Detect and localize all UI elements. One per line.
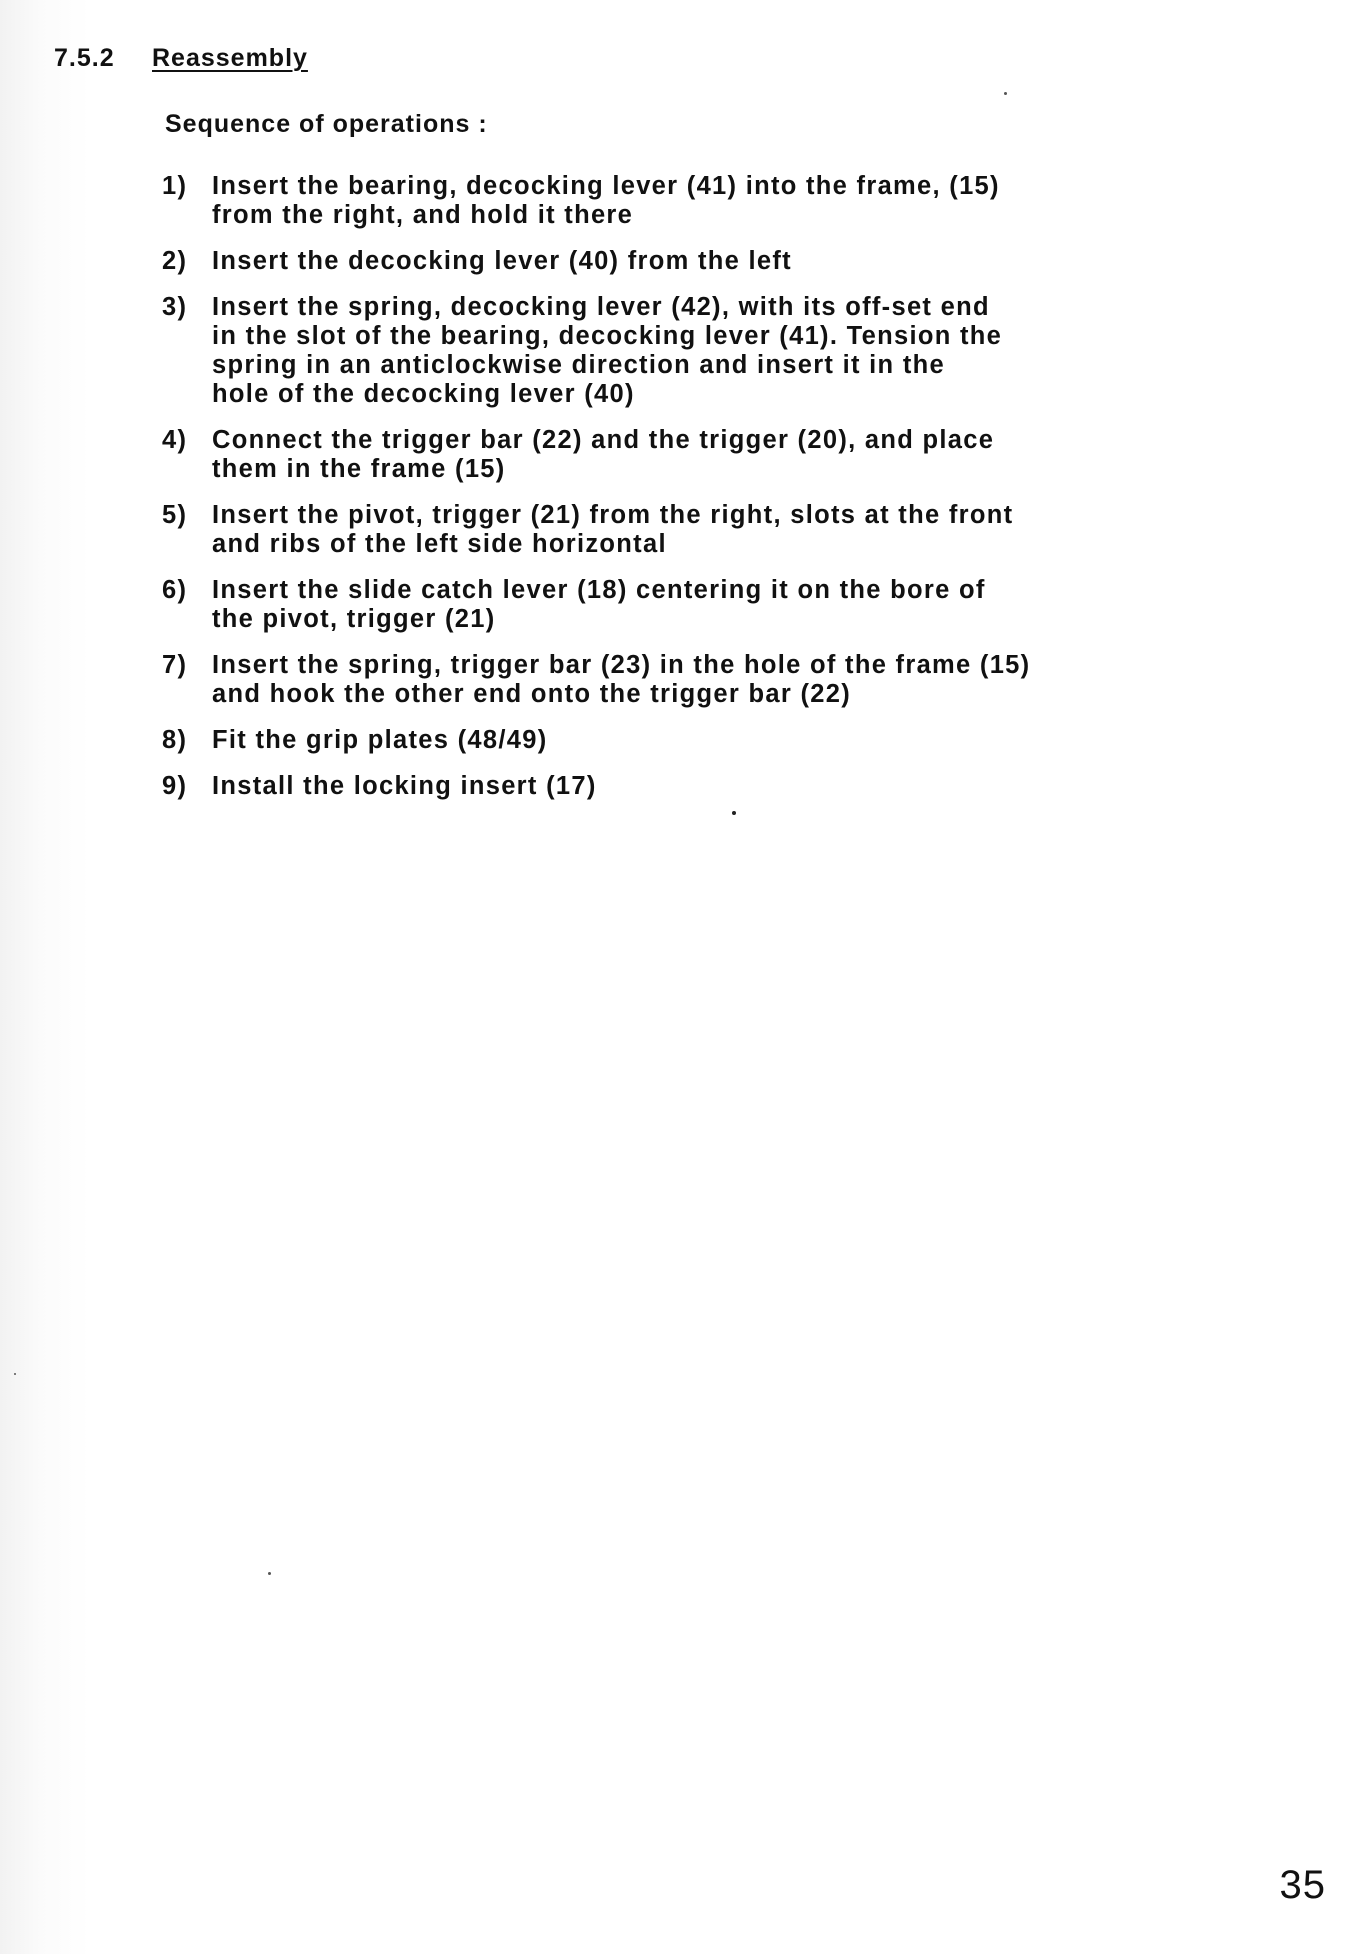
step-marker: 4) [162, 426, 188, 454]
scan-speck [1004, 92, 1007, 95]
sequence-intro: Sequence of operations : [165, 110, 488, 138]
step-text: Install the locking insert (17) [212, 772, 597, 800]
step-marker: 9) [162, 772, 188, 800]
scan-speck [14, 1373, 16, 1375]
step-text: Insert the spring, trigger bar (23) in the hole of the frame (15) and hook the other end onto the trigger bar (22) [212, 651, 1031, 708]
scan-speck [732, 811, 736, 815]
page-number: 35 [1279, 1863, 1326, 1907]
step-text: Fit the grip plates (48/49) [212, 726, 548, 754]
step-marker: 2) [162, 247, 188, 275]
step-item [162, 651, 1242, 709]
step-text: Insert the decocking lever (40) from the left [212, 247, 792, 275]
section-number: 7.5.2 [54, 44, 115, 72]
step-text: Insert the slide catch lever (18) centering it on the bore of the pivot, trigger (21) [212, 576, 986, 633]
step-text: Insert the pivot, trigger (21) from the right, slots at the front and ribs of the left side horizontal [212, 501, 1014, 558]
step-item [162, 247, 1242, 276]
step-marker: 7) [162, 651, 188, 679]
step-item [162, 172, 1242, 230]
step-item [162, 293, 1242, 409]
step-text: Insert the bearing, decocking lever (41) into the frame, (15) from the right, and hold it there [212, 172, 1000, 229]
step-text: Connect the trigger bar (22) and the trigger (20), and place them in the frame (15) [212, 426, 995, 483]
section-heading [54, 44, 308, 73]
step-item [162, 726, 1242, 755]
step-marker: 8) [162, 726, 188, 754]
step-marker: 3) [162, 293, 188, 321]
step-text: Insert the spring, decocking lever (42), with its off-set end in the slot of the bearing, decocking lever (41). Tension the spring in an anticlockwise direction and insert it in the hole of the decocking lever (40) [212, 293, 1003, 408]
step-marker: 6) [162, 576, 188, 604]
operation-steps [162, 172, 1242, 818]
step-item [162, 576, 1242, 634]
step-marker: 1) [162, 172, 188, 200]
step-item [162, 501, 1242, 559]
step-marker: 5) [162, 501, 188, 529]
step-item [162, 772, 1242, 801]
section-title: Reassembly [152, 44, 308, 72]
scan-speck [268, 1572, 271, 1575]
step-item [162, 426, 1242, 484]
